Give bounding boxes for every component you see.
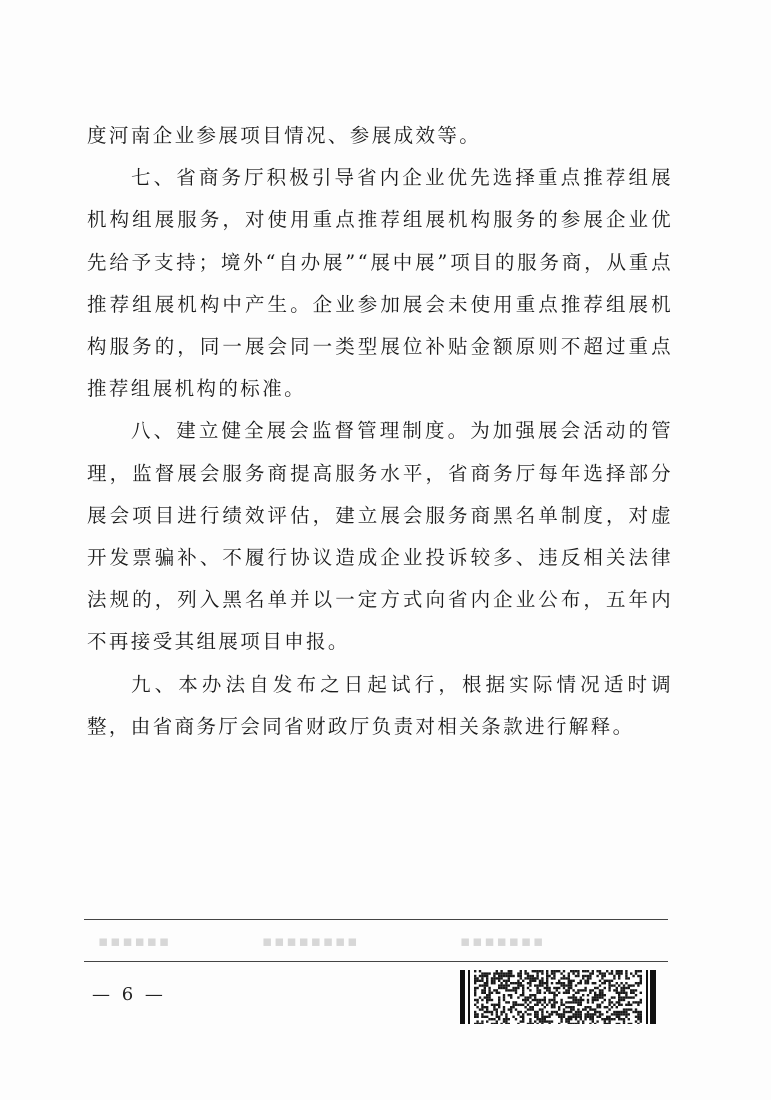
footer-top-rule [84,919,668,920]
footer-bottom-rule [84,961,668,962]
document-body [87,115,673,748]
paragraph-nine: 九、本办法自发布之日起试行，根据实际情况适时调整，由省商务厅会同省财政厅负责对相关条款进行解释。 [87,672,673,738]
paragraph-seven: 七、省商务厅积极引导省内企业优先选择重点推荐组展机构组展服务，对使用重点推荐组展机构服务的参展企业优先给予支持；境外“自办展”“展中展”项目的服务商，从重点推荐组展机构中产生。企业参加展会未使用重点推荐组展机构服务的，同一展会同一类型展位补贴金额原则不超过重点推荐组展机构的标准。 [87,166,673,401]
paragraph-eight: 八、建立健全展会监督管理制度。为加强展会活动的管理，监督展会服务商提高服务水平，省商务厅每年选择部分展会项目进行绩效评估，建立展会服务商黑名单制度，对虚开发票骗补、不履行协议造成企业投诉较多、违反相关法律法规的，列入黑名单并以一定方式向省内企业公布，五年内不再接受其组展项目申报。 [87,419,673,654]
faint-bleed-through-text: ▪▪▪▪▪▪▪ [460,932,546,950]
page-number: — 6 — [92,984,166,1005]
paragraph-continuation: 度河南企业参展项目情况、参展成效等。 [87,124,482,147]
faint-bleed-through-text: ▪▪▪▪▪▪▪▪ [262,932,360,950]
barcode-icon [460,970,656,1024]
faint-bleed-through-text: ▪▪▪▪▪▪ [98,932,171,950]
footer-band [84,923,668,957]
